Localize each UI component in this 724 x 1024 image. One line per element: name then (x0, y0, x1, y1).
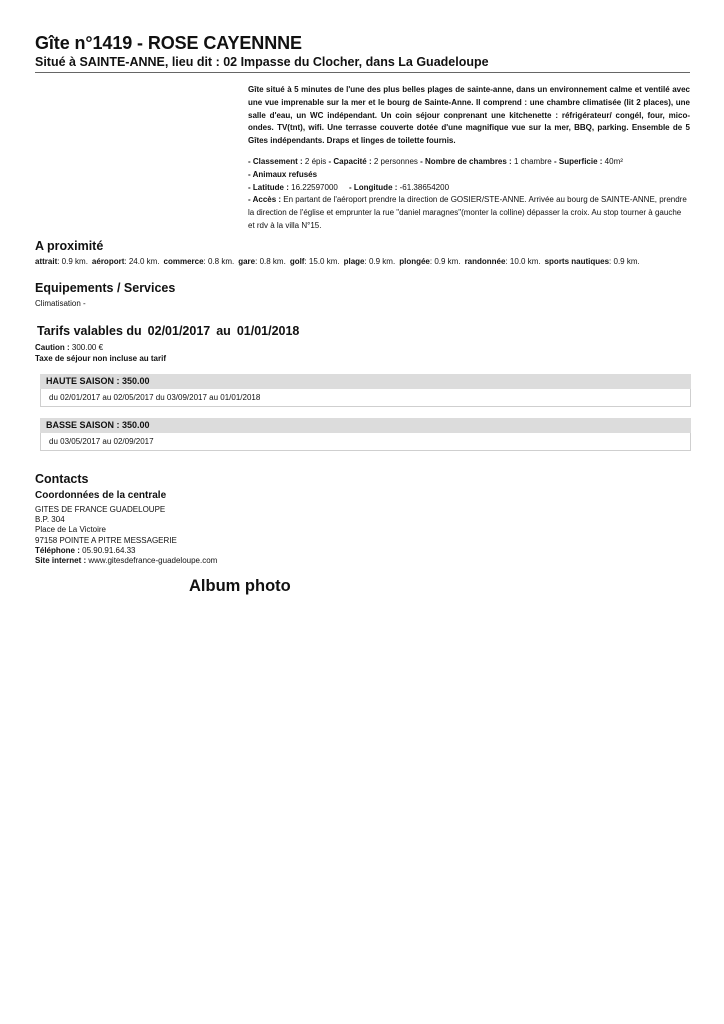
proximite-item (545, 257, 640, 266)
details-line-1 (248, 156, 690, 169)
proximite-distance: : 0.9 km. (57, 257, 88, 266)
proximite-label: attrait (35, 257, 58, 266)
tarifs-heading (37, 324, 305, 338)
site-label: Site internet : (35, 556, 87, 566)
season-basse (40, 418, 691, 451)
chambres-label: - Nombre de chambres : (420, 156, 512, 166)
album-heading: Album photo (189, 577, 291, 595)
chambres-value: 1 chambre (513, 156, 552, 166)
proximite-item (344, 257, 396, 266)
contact-site-line (35, 556, 217, 566)
description-block (248, 84, 690, 233)
coordinates-line (248, 182, 690, 195)
proximite-distance: : 0.9 km. (609, 257, 640, 266)
proximite-distance: : 0.9 km. (364, 257, 396, 266)
proximite-list (35, 257, 695, 266)
longitude-label: - Longitude : (348, 182, 398, 192)
proximite-item (238, 257, 286, 266)
proximite-label: golf (289, 257, 305, 266)
tarifs-date-to: 01/01/2018 (236, 324, 300, 338)
description-intro: Gîte situé à 5 minutes de l'une des plus belles plages de sainte-anne, dans un environnement calme et ventilé avec une vue imprenable sur la mer et le bourg de Sainte-Anne. Il comprend : une chambre climatisée (lit 2 places), une salle d'eau, un WC indépendant. Un coin séjour conprenant une kitchenette : réfrigérateur/ congél, four, mico-ondes. TV(tnt), wifi. Une terrasse couverte dotée d'une magnifique vue sur la mer, BBQ, parking. Ensemble de 5 Gîtes indépendants. Draps et linges de toilette fournis. (248, 85, 690, 146)
proximite-label: gare (238, 257, 256, 266)
season-title: HAUTE SAISON : 350.00 (40, 374, 691, 389)
proximite-distance: : 10.0 km. (505, 257, 541, 266)
season-haute (40, 374, 691, 407)
tarifs-prefix: Tarifs valables du (37, 324, 142, 338)
season-title: BASSE SAISON : 350.00 (40, 418, 691, 433)
caution-label: Caution : (35, 343, 70, 352)
classement-label: - Classement : (248, 156, 303, 166)
season-periods: du 03/05/2017 au 02/09/2017 (40, 433, 691, 451)
proximite-distance: : 24.0 km. (124, 257, 160, 266)
caution-block (35, 342, 166, 364)
proximite-item (92, 257, 160, 266)
page-subtitle: Situé à SAINTE-ANNE, lieu dit : 02 Impasse du Clocher, dans La Guadeloupe (35, 55, 489, 69)
acces-label: - Accès : (248, 195, 282, 205)
contact-bp: B.P. 304 (35, 515, 65, 525)
proximite-item (465, 257, 541, 266)
animaux-line (248, 169, 690, 182)
superficie-label: - Superficie : (553, 156, 603, 166)
page-title: Gîte n°1419 - ROSE CAYENNNE (35, 33, 302, 53)
capacite-value: 2 personnes (373, 156, 418, 166)
tarifs-mid: au (216, 324, 231, 338)
taxe-text: Taxe de séjour non incluse au tarif (35, 354, 166, 363)
proximite-label: plage (343, 257, 365, 266)
animaux-text: - Animaux refusés (248, 169, 318, 179)
proximite-heading: A proximité (35, 239, 104, 253)
phone-value: 05.90.91.64.33 (82, 545, 136, 555)
proximite-distance: : 0.9 km. (429, 257, 461, 266)
acces-value: En partant de l'aéroport prendre la direction de GOSIER/STE-ANNE. Arrivée au bourg de SAINTE-ANNE, prendre la direction de l'église et emprunter la rue "daniel maragnes"(monter la colline) dépasser la croix. Au stop tourner à gauche et rdv à la villa N°15. (248, 195, 687, 230)
proximite-item (290, 257, 340, 266)
proximite-label: plongée (399, 257, 430, 266)
acces-line (248, 194, 690, 232)
proximite-item (35, 257, 88, 266)
equipements-text: Climatisation - (35, 299, 86, 308)
season-periods: du 02/01/2017 au 02/05/2017 du 03/09/2017 au 01/01/2018 (40, 389, 691, 407)
taxe-note (35, 353, 166, 364)
contact-phone-line (35, 546, 217, 556)
proximite-label: commerce (163, 257, 204, 266)
title-divider (35, 72, 690, 73)
proximite-label: aéroport (91, 257, 125, 266)
caution-line (35, 342, 166, 353)
proximite-label: randonnée (464, 257, 506, 266)
contact-city: 97158 POINTE A PITRE MESSAGERIE (35, 535, 177, 545)
latitude-value: 16.22597000 (291, 182, 338, 192)
proximite-distance: : 0.8 km. (255, 257, 286, 266)
proximite-label: sports nautiques (544, 257, 610, 266)
caution-value: 300.00 € (71, 343, 104, 352)
proximite-item (164, 257, 235, 266)
proximite-distance: : 0.8 km. (203, 257, 235, 266)
superficie-value: 40m² (604, 156, 623, 166)
site-link[interactable]: www.gitesdefrance-guadeloupe.com (88, 556, 218, 566)
phone-label: Téléphone : (35, 545, 80, 555)
tarifs-date-from: 02/01/2017 (147, 324, 211, 338)
equipements-heading: Equipements / Services (35, 281, 176, 295)
contacts-heading: Contacts (35, 472, 89, 486)
contact-place: Place de La Victoire (35, 525, 107, 535)
contacts-subheading: Coordonnées de la centrale (35, 490, 167, 501)
latitude-label: - Latitude : (248, 182, 289, 192)
proximite-item (399, 257, 460, 266)
classement-value: 2 épis (304, 156, 327, 166)
property-details (248, 156, 690, 233)
capacite-label: - Capacité : (328, 156, 372, 166)
longitude-value: -61.38654200 (399, 182, 450, 192)
proximite-distance: : 15.0 km. (304, 257, 340, 266)
contact-name: GITES DE FRANCE GUADELOUPE (35, 505, 166, 514)
contact-details (35, 505, 217, 566)
